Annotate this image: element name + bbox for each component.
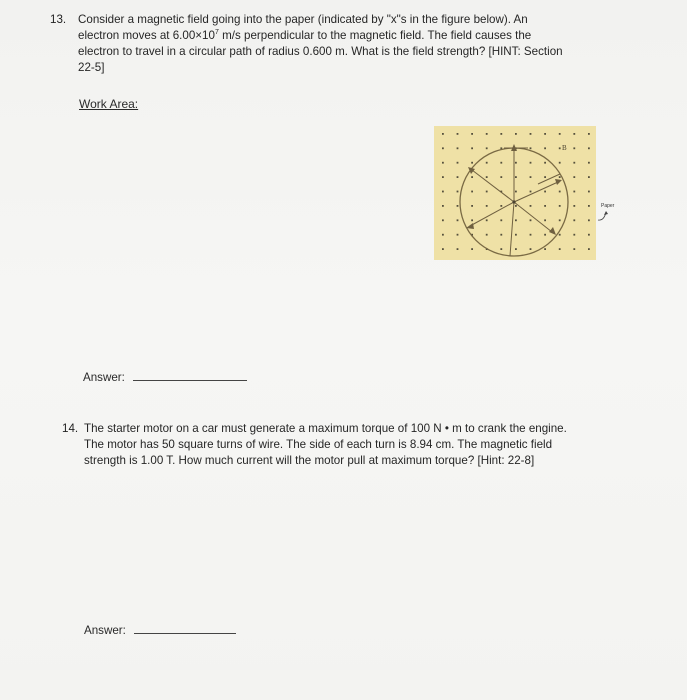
paper-arrow-icon: [596, 210, 610, 222]
question-14: [62, 421, 642, 469]
field-x-mark: [442, 219, 444, 221]
question-13-line-1: Consider a magnetic field going into the paper (indicated by "x"s in the figure below). An: [78, 13, 528, 26]
field-x-mark: [544, 191, 546, 193]
answer-label: Answer:: [84, 624, 126, 637]
field-x-mark: [515, 176, 517, 178]
field-x-mark: [471, 162, 473, 164]
field-x-mark: [573, 147, 575, 149]
field-x-mark: [471, 176, 473, 178]
question-14-line-3: strength is 1.00 T. How much current will the motor pull at maximum torque? [Hint: 22-8]: [84, 454, 535, 467]
answer-label: Answer:: [83, 371, 125, 384]
field-x-mark: [486, 147, 488, 149]
center-point: [512, 200, 515, 203]
field-x-mark: [573, 205, 575, 207]
question-14-line-2: The motor has 50 square turns of wire. The side of each turn is 8.94 cm. The magnetic field: [84, 438, 553, 451]
question-13-line-2: electron moves at $6.00\times 10^7$ m/s perpendicular to the magnetic field. The field causes the: [78, 29, 532, 42]
field-x-mark: [515, 205, 517, 207]
field-x-mark: [530, 176, 532, 178]
field-x-mark: [442, 133, 444, 135]
field-x-mark: [486, 133, 488, 135]
question-13-line-4: 22-5]: [78, 61, 105, 74]
field-x-mark: [559, 234, 561, 236]
field-x-mark: [457, 205, 459, 207]
field-x-mark: [588, 191, 590, 193]
field-x-mark: [515, 248, 517, 250]
field-x-mark: [588, 219, 590, 221]
field-x-mark: [442, 248, 444, 250]
paper-label: Paper: [601, 203, 615, 209]
field-x-mark: [573, 219, 575, 221]
question-13-answer[interactable]: [83, 371, 247, 384]
question-14-answer[interactable]: [84, 624, 236, 637]
field-x-mark: [471, 248, 473, 250]
field-x-mark: [559, 205, 561, 207]
field-x-mark: [457, 248, 459, 250]
field-diagram: [434, 126, 596, 260]
field-x-mark: [457, 176, 459, 178]
field-x-mark: [530, 133, 532, 135]
field-x-mark: [457, 191, 459, 193]
question-13-line-3: electron to travel in a circular path of radius 0.600 m. What is the field strength? [HINT: Section: [78, 45, 563, 58]
field-x-mark: [530, 162, 532, 164]
field-x-mark: [530, 248, 532, 250]
field-x-mark: [559, 133, 561, 135]
field-x-mark: [457, 147, 459, 149]
field-x-mark: [544, 176, 546, 178]
field-x-mark: [442, 147, 444, 149]
field-x-mark: [573, 248, 575, 250]
field-x-mark: [588, 133, 590, 135]
field-x-mark: [500, 176, 502, 178]
field-x-mark: [588, 147, 590, 149]
work-area-label: Work Area:: [79, 97, 139, 111]
field-x-mark: [544, 219, 546, 221]
field-x-mark: [559, 162, 561, 164]
field-x-mark: [457, 133, 459, 135]
question-14-number: 14.: [62, 422, 79, 435]
field-x-mark: [573, 133, 575, 135]
field-x-mark: [457, 162, 459, 164]
field-x-mark: [544, 234, 546, 236]
field-x-mark: [559, 248, 561, 250]
field-x-mark: [515, 162, 517, 164]
field-x-mark: [442, 162, 444, 164]
field-x-mark: [530, 219, 532, 221]
field-x-mark: [442, 234, 444, 236]
field-x-mark: [544, 162, 546, 164]
field-x-mark: [500, 219, 502, 221]
answer-line[interactable]: [133, 380, 247, 381]
field-x-mark: [530, 205, 532, 207]
field-x-mark: [588, 176, 590, 178]
question-13: [50, 12, 640, 76]
question-13-number: 13.: [50, 13, 67, 26]
field-x-mark: [588, 248, 590, 250]
figure-background: [434, 126, 596, 260]
field-x-mark: [588, 205, 590, 207]
field-x-mark: [471, 191, 473, 193]
field-x-mark: [471, 205, 473, 207]
field-x-mark: [500, 248, 502, 250]
magnetic-field-figure: [434, 126, 596, 260]
question-14-line-1: The starter motor on a car must generate a maximum torque of 100 N • m to crank the engine.: [84, 422, 567, 435]
field-x-mark: [486, 205, 488, 207]
field-x-mark: [442, 176, 444, 178]
field-x-mark: [471, 133, 473, 135]
field-x-mark: [486, 234, 488, 236]
field-x-mark: [588, 234, 590, 236]
field-x-mark: [500, 133, 502, 135]
field-x-mark: [486, 176, 488, 178]
field-x-mark: [515, 191, 517, 193]
field-x-mark: [573, 176, 575, 178]
field-x-mark: [544, 205, 546, 207]
field-x-mark: [442, 191, 444, 193]
field-x-mark: [500, 205, 502, 207]
field-x-mark: [544, 147, 546, 149]
field-x-mark: [442, 205, 444, 207]
answer-line[interactable]: [134, 633, 236, 634]
field-x-mark: [471, 147, 473, 149]
exponent: 7: [214, 29, 219, 37]
field-x-mark: [573, 191, 575, 193]
field-x-mark: [486, 162, 488, 164]
field-x-mark: [573, 162, 575, 164]
field-x-mark: [486, 219, 488, 221]
field-x-mark: [559, 147, 561, 149]
field-x-mark: [544, 248, 546, 250]
field-x-mark: [559, 219, 561, 221]
field-x-mark: [559, 191, 561, 193]
field-x-mark: [573, 234, 575, 236]
field-x-mark: [457, 234, 459, 236]
field-x-mark: [500, 234, 502, 236]
field-x-mark: [515, 234, 517, 236]
field-x-mark: [530, 147, 532, 149]
question-14-text: [84, 421, 642, 469]
field-x-mark: [530, 191, 532, 193]
field-x-mark: [544, 133, 546, 135]
b-field-label: B: [562, 144, 567, 152]
field-x-mark: [515, 133, 517, 135]
field-x-mark: [559, 176, 561, 178]
field-x-mark: [515, 219, 517, 221]
field-x-mark: [471, 219, 473, 221]
field-x-mark: [457, 219, 459, 221]
field-x-mark: [486, 191, 488, 193]
field-x-mark: [500, 162, 502, 164]
question-13-text: [78, 12, 640, 76]
field-x-mark: [530, 234, 532, 236]
field-x-mark: [588, 162, 590, 164]
